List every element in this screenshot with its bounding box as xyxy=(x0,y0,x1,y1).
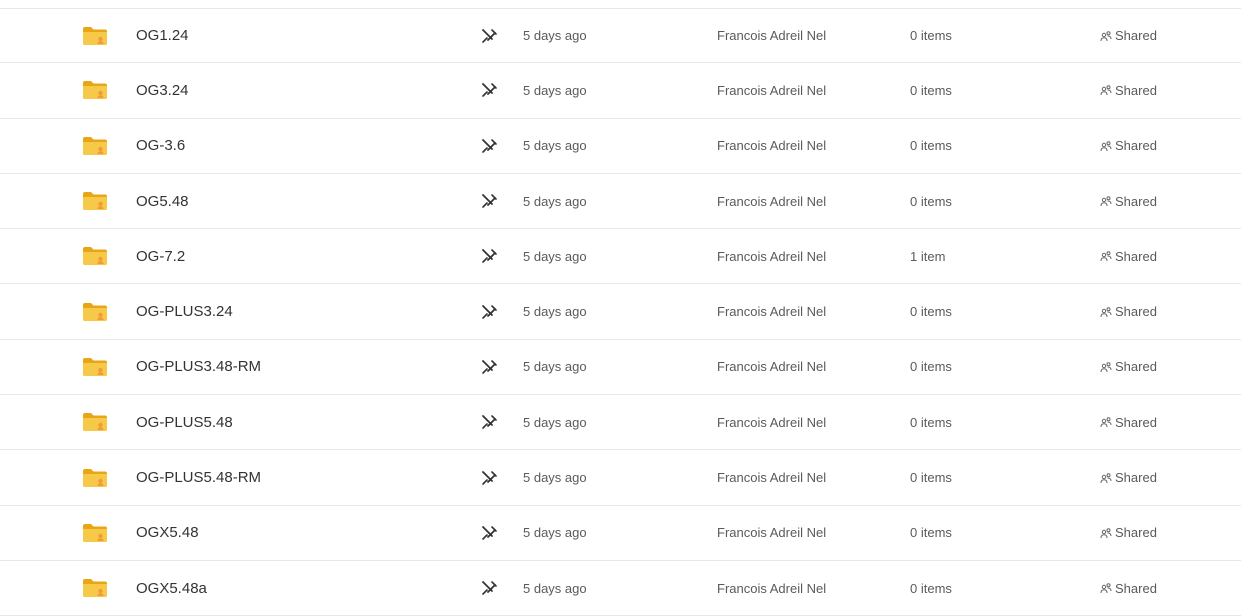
list-item[interactable] xyxy=(0,395,1241,450)
file-size: 0 items xyxy=(910,193,952,209)
modified-date: 5 days ago xyxy=(523,525,587,541)
pin-icon[interactable] xyxy=(480,340,502,394)
list-item[interactable] xyxy=(0,340,1241,395)
list-item[interactable] xyxy=(0,63,1241,118)
shared-folder-icon xyxy=(82,340,112,394)
people-share-icon xyxy=(1100,84,1112,96)
shared-folder-icon xyxy=(82,450,112,504)
sharing-status[interactable] xyxy=(1100,9,1157,62)
sharing-status[interactable] xyxy=(1100,174,1157,228)
shared-folder-icon xyxy=(82,9,112,62)
modified-date: 5 days ago xyxy=(523,414,587,430)
modified-by[interactable]: Francois Adreil Nel xyxy=(717,470,827,486)
file-size: 0 items xyxy=(910,470,952,486)
modified-date: 5 days ago xyxy=(523,82,587,98)
shared-folder-icon xyxy=(82,119,112,173)
shared-folder-icon xyxy=(82,284,112,338)
sharing-status[interactable] xyxy=(1100,229,1157,283)
pin-icon[interactable] xyxy=(480,450,502,504)
pin-icon[interactable] xyxy=(480,561,502,615)
file-size: 0 items xyxy=(910,414,952,430)
pin-icon[interactable] xyxy=(480,229,502,283)
shared-folder-icon xyxy=(82,395,112,449)
pin-icon[interactable] xyxy=(480,506,502,560)
file-size: 0 items xyxy=(910,304,952,320)
modified-date: 5 days ago xyxy=(523,304,587,320)
sharing-label: Shared xyxy=(1115,470,1157,486)
pin-icon[interactable] xyxy=(480,395,502,449)
people-share-icon xyxy=(1100,30,1112,42)
shared-folder-icon xyxy=(82,229,112,283)
file-size: 0 items xyxy=(910,359,952,375)
sharing-label: Shared xyxy=(1115,82,1157,98)
file-size: 0 items xyxy=(910,525,952,541)
modified-by[interactable]: Francois Adreil Nel xyxy=(717,193,827,209)
sharing-status[interactable] xyxy=(1100,506,1157,560)
people-share-icon xyxy=(1100,306,1112,318)
sharing-label: Shared xyxy=(1115,525,1157,541)
list-item[interactable] xyxy=(0,174,1241,229)
modified-by[interactable]: Francois Adreil Nel xyxy=(717,28,827,44)
folder-name[interactable]: OG3.24 xyxy=(136,81,189,99)
sharing-status[interactable] xyxy=(1100,63,1157,117)
modified-date: 5 days ago xyxy=(523,248,587,264)
folder-name[interactable]: OG-PLUS3.48-RM xyxy=(136,358,262,376)
shared-folder-icon xyxy=(82,561,112,615)
sharing-status[interactable] xyxy=(1100,395,1157,449)
sharing-status[interactable] xyxy=(1100,119,1157,173)
modified-by[interactable]: Francois Adreil Nel xyxy=(717,248,827,264)
sharing-label: Shared xyxy=(1115,28,1157,44)
file-size: 0 items xyxy=(910,82,952,98)
sharing-label: Shared xyxy=(1115,138,1157,154)
list-item[interactable] xyxy=(0,229,1241,284)
people-share-icon xyxy=(1100,416,1112,428)
modified-by[interactable]: Francois Adreil Nel xyxy=(717,359,827,375)
sharing-status[interactable] xyxy=(1100,340,1157,394)
folder-name[interactable]: OGX5.48a xyxy=(136,579,207,597)
shared-folder-icon xyxy=(82,174,112,228)
people-share-icon xyxy=(1100,582,1112,594)
modified-date: 5 days ago xyxy=(523,138,587,154)
people-share-icon xyxy=(1100,140,1112,152)
modified-date: 5 days ago xyxy=(523,28,587,44)
pin-icon[interactable] xyxy=(480,63,502,117)
list-item[interactable] xyxy=(0,284,1241,339)
folder-name[interactable]: OG1.24 xyxy=(136,27,189,45)
people-share-icon xyxy=(1100,195,1112,207)
file-list xyxy=(0,8,1241,616)
list-item[interactable] xyxy=(0,8,1241,63)
modified-date: 5 days ago xyxy=(523,580,587,596)
modified-by[interactable]: Francois Adreil Nel xyxy=(717,82,827,98)
folder-name[interactable]: OG-7.2 xyxy=(136,247,186,265)
sharing-label: Shared xyxy=(1115,248,1157,264)
sharing-label: Shared xyxy=(1115,414,1157,430)
list-item[interactable] xyxy=(0,561,1241,616)
modified-by[interactable]: Francois Adreil Nel xyxy=(717,414,827,430)
modified-by[interactable]: Francois Adreil Nel xyxy=(717,525,827,541)
pin-icon[interactable] xyxy=(480,284,502,338)
people-share-icon xyxy=(1100,472,1112,484)
pin-icon[interactable] xyxy=(480,119,502,173)
list-item[interactable] xyxy=(0,119,1241,174)
shared-folder-icon xyxy=(82,63,112,117)
list-item[interactable] xyxy=(0,506,1241,561)
people-share-icon xyxy=(1100,250,1112,262)
sharing-label: Shared xyxy=(1115,304,1157,320)
folder-name[interactable]: OG-3.6 xyxy=(136,137,186,155)
file-size: 0 items xyxy=(910,580,952,596)
folder-name[interactable]: OGX5.48 xyxy=(136,524,199,542)
sharing-label: Shared xyxy=(1115,580,1157,596)
pin-icon[interactable] xyxy=(480,9,502,62)
sharing-status[interactable] xyxy=(1100,561,1157,615)
pin-icon[interactable] xyxy=(480,174,502,228)
sharing-label: Shared xyxy=(1115,193,1157,209)
modified-date: 5 days ago xyxy=(523,193,587,209)
sharing-label: Shared xyxy=(1115,359,1157,375)
modified-by[interactable]: Francois Adreil Nel xyxy=(717,304,827,320)
sharing-status[interactable] xyxy=(1100,450,1157,504)
folder-name[interactable]: OG5.48 xyxy=(136,192,189,210)
sharing-status[interactable] xyxy=(1100,284,1157,338)
folder-name[interactable]: OG-PLUS5.48 xyxy=(136,413,233,431)
file-size: 0 items xyxy=(910,28,952,44)
modified-date: 5 days ago xyxy=(523,359,587,375)
modified-by[interactable]: Francois Adreil Nel xyxy=(717,138,827,154)
folder-name[interactable]: OG-PLUS3.24 xyxy=(136,303,233,321)
list-item[interactable] xyxy=(0,450,1241,505)
modified-by[interactable]: Francois Adreil Nel xyxy=(717,580,827,596)
folder-name[interactable]: OG-PLUS5.48-RM xyxy=(136,469,262,487)
modified-date: 5 days ago xyxy=(523,470,587,486)
shared-folder-icon xyxy=(82,506,112,560)
people-share-icon xyxy=(1100,361,1112,373)
file-size: 0 items xyxy=(910,138,952,154)
file-size: 1 item xyxy=(910,248,946,264)
people-share-icon xyxy=(1100,527,1112,539)
